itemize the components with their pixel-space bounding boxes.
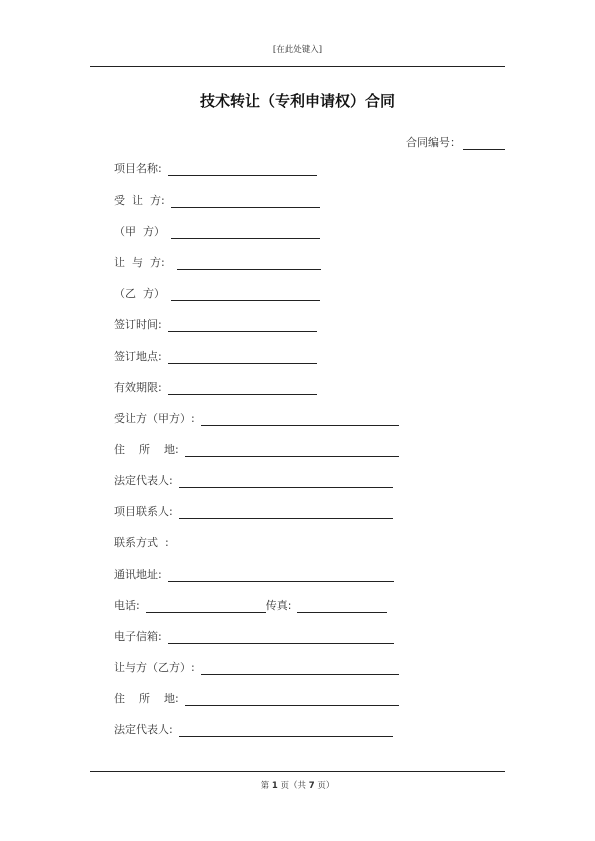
field-assignee xyxy=(114,192,320,208)
field-signing-place xyxy=(114,348,317,364)
field-contact-method xyxy=(114,534,169,550)
field-label: 电子信箱: xyxy=(114,630,162,643)
total-pages: 7 xyxy=(308,781,315,791)
field-phone-fax xyxy=(114,597,387,613)
page-number: 1 xyxy=(271,781,278,791)
field-party-b xyxy=(114,285,320,301)
field-label: 法定代表人: xyxy=(114,723,173,736)
field-legal-rep-b xyxy=(114,721,393,737)
field-label: 法定代表人: xyxy=(114,474,173,487)
fill-in-line[interactable] xyxy=(179,506,393,519)
field-label: 联系方式 : xyxy=(114,536,169,549)
fill-in-line[interactable] xyxy=(177,257,321,270)
footer-suffix: 页） xyxy=(314,781,335,791)
fill-in-line[interactable] xyxy=(168,163,317,176)
field-signing-date xyxy=(114,316,317,332)
fill-in-line[interactable] xyxy=(171,288,320,301)
field-label: 住 所 地: xyxy=(114,443,179,456)
contract-number-label: 合同编号： xyxy=(406,136,461,149)
fill-in-line[interactable] xyxy=(201,662,399,675)
contract-number-field xyxy=(406,134,505,150)
field-assignee-party-a xyxy=(114,410,399,426)
fill-in-line[interactable] xyxy=(185,444,399,457)
field-label: （乙 方） xyxy=(114,287,165,300)
fax-fill-in-line[interactable] xyxy=(297,600,387,613)
field-assignor xyxy=(114,254,321,270)
fill-in-line[interactable] xyxy=(201,413,399,426)
document-title: 技术转让（专利申请权）合同 xyxy=(199,92,395,110)
field-project-name xyxy=(114,160,317,176)
fill-in-line[interactable] xyxy=(179,475,393,488)
fill-in-line[interactable] xyxy=(185,693,399,706)
field-label: 签订地点: xyxy=(114,350,162,363)
fill-in-line[interactable] xyxy=(168,382,317,395)
field-label: 受让方（甲方）: xyxy=(114,412,195,425)
field-label: 项目名称: xyxy=(114,162,162,175)
field-label: 让与方（乙方）: xyxy=(114,661,195,674)
field-assignor-party-b xyxy=(114,659,399,675)
field-label: 受 让 方: xyxy=(114,194,165,207)
footer-prefix: 第 xyxy=(260,781,272,791)
contract-number-blank[interactable] xyxy=(463,137,505,150)
field-label: 住 所 地: xyxy=(114,692,179,705)
page-header: [在此处键入] xyxy=(272,45,323,55)
footer-mid: 页（共 xyxy=(277,781,309,791)
fill-in-line[interactable] xyxy=(179,724,393,737)
field-legal-rep-a xyxy=(114,472,393,488)
field-address-a xyxy=(114,441,399,457)
page-footer xyxy=(0,779,595,791)
field-label: 通讯地址: xyxy=(114,568,162,581)
fill-in-line[interactable] xyxy=(171,226,320,239)
fill-in-line[interactable] xyxy=(168,631,394,644)
field-label: 让 与 方: xyxy=(114,256,165,269)
fill-in-line[interactable] xyxy=(171,195,320,208)
field-mailing-address xyxy=(114,566,394,582)
field-address-b xyxy=(114,690,399,706)
field-label: 项目联系人: xyxy=(114,505,173,518)
fill-in-line[interactable] xyxy=(168,569,394,582)
fill-in-line[interactable] xyxy=(168,319,317,332)
field-label: （甲 方） xyxy=(114,225,165,238)
fill-in-line[interactable] xyxy=(168,351,317,364)
field-label: 签订时间: xyxy=(114,318,162,331)
field-email xyxy=(114,628,394,644)
field-project-contact xyxy=(114,503,393,519)
field-label: 有效期限: xyxy=(114,381,162,394)
field-validity-period xyxy=(114,379,317,395)
footer-rule xyxy=(90,771,505,772)
field-party-a xyxy=(114,223,320,239)
field-label-fax: 传真: xyxy=(265,599,292,612)
phone-fill-in-line[interactable] xyxy=(146,600,266,613)
header-rule xyxy=(90,66,505,67)
field-label: 电话: xyxy=(114,599,140,612)
